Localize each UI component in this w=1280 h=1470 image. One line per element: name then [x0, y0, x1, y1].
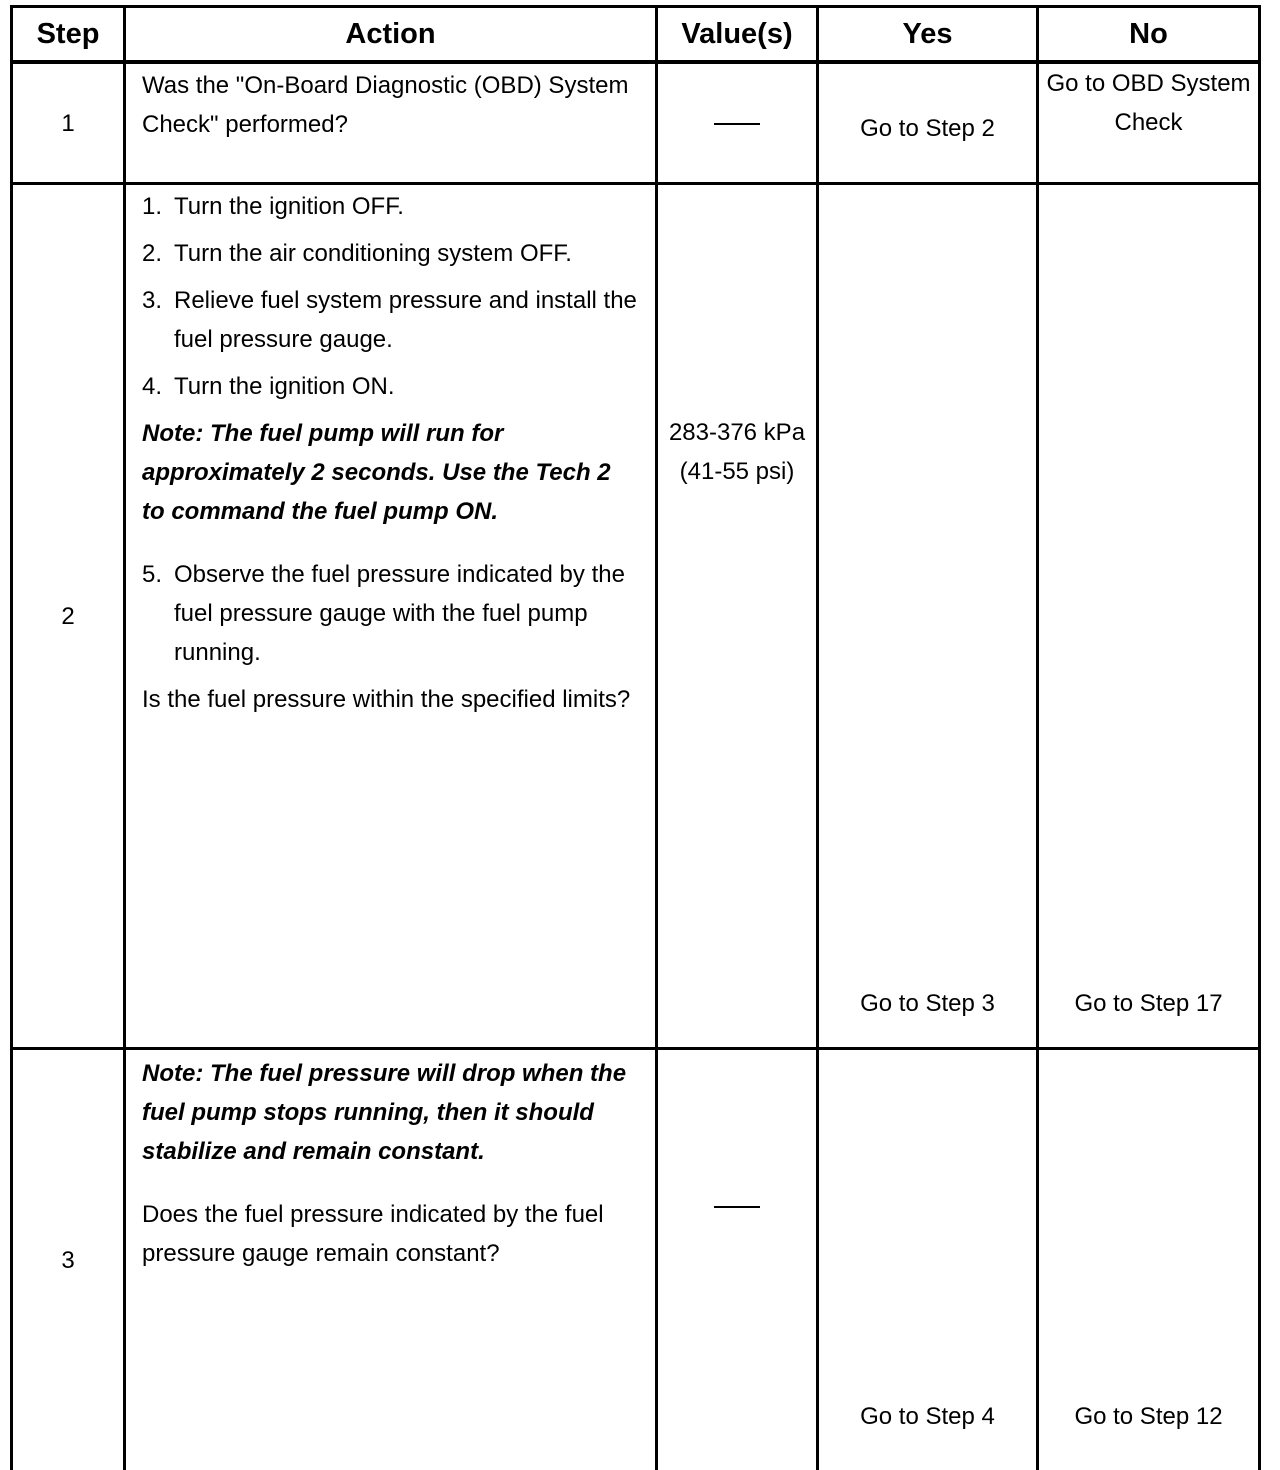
header-no: No — [1038, 7, 1260, 63]
action-cell — [125, 62, 657, 184]
action-item — [142, 234, 639, 273]
action-cell — [125, 184, 657, 1049]
action-item-text: Turn the air conditioning system OFF. — [174, 234, 639, 273]
no-value-dash — [714, 1206, 760, 1208]
header-yes: Yes — [818, 7, 1038, 63]
value-cell: 283-376 kPa (41-55 psi) — [657, 184, 818, 1049]
table-row-step-3 — [12, 1049, 1260, 1470]
action-item-number: 1. — [142, 187, 174, 226]
action-item-text: Turn the ignition OFF. — [174, 187, 639, 226]
no-cell: Go to OBD System Check — [1038, 62, 1260, 184]
action-note: Note: The fuel pump will run for approximately 2 seconds. Use the Tech 2 to command the fuel pump ON. — [142, 414, 639, 531]
yes-cell: Go to Step 4 — [818, 1049, 1038, 1470]
action-item — [142, 187, 639, 226]
action-item-number: 2. — [142, 234, 174, 273]
yes-cell: Go to Step 3 — [818, 184, 1038, 1049]
action-item — [142, 555, 639, 672]
no-cell: Go to Step 17 — [1038, 184, 1260, 1049]
action-question: Does the fuel pressure indicated by the fuel pressure gauge remain constant? — [142, 1195, 639, 1273]
header-step: Step — [12, 7, 125, 63]
table-row-step-1 — [12, 62, 1260, 184]
value-cell — [657, 1049, 818, 1470]
step-number: 3 — [12, 1049, 125, 1470]
action-item-number: 3. — [142, 281, 174, 359]
step-number: 2 — [12, 184, 125, 1049]
action-question: Is the fuel pressure within the specified limits? — [142, 680, 639, 719]
action-question: Was the "On-Board Diagnostic (OBD) System Check" performed? — [142, 66, 639, 144]
header-row — [12, 7, 1260, 63]
action-item-number: 4. — [142, 367, 174, 406]
action-item — [142, 281, 639, 359]
action-note: Note: The fuel pressure will drop when the fuel pump stops running, then it should stabilize and remain constant. — [142, 1054, 639, 1171]
value-cell — [657, 62, 818, 184]
action-item-text: Turn the ignition ON. — [174, 367, 639, 406]
header-values: Value(s) — [657, 7, 818, 63]
action-cell — [125, 1049, 657, 1470]
action-item-number: 5. — [142, 555, 174, 672]
action-item — [142, 367, 639, 406]
no-cell: Go to Step 12 — [1038, 1049, 1260, 1470]
step-number: 1 — [12, 62, 125, 184]
action-item-text: Observe the fuel pressure indicated by the fuel pressure gauge with the fuel pump running. — [174, 555, 639, 672]
action-item-text: Relieve fuel system pressure and install the fuel pressure gauge. — [174, 281, 639, 359]
yes-cell: Go to Step 2 — [818, 62, 1038, 184]
table-row-step-2 — [12, 184, 1260, 1049]
header-action: Action — [125, 7, 657, 63]
no-value-dash — [714, 123, 760, 125]
diagnostic-table — [10, 5, 1261, 1470]
